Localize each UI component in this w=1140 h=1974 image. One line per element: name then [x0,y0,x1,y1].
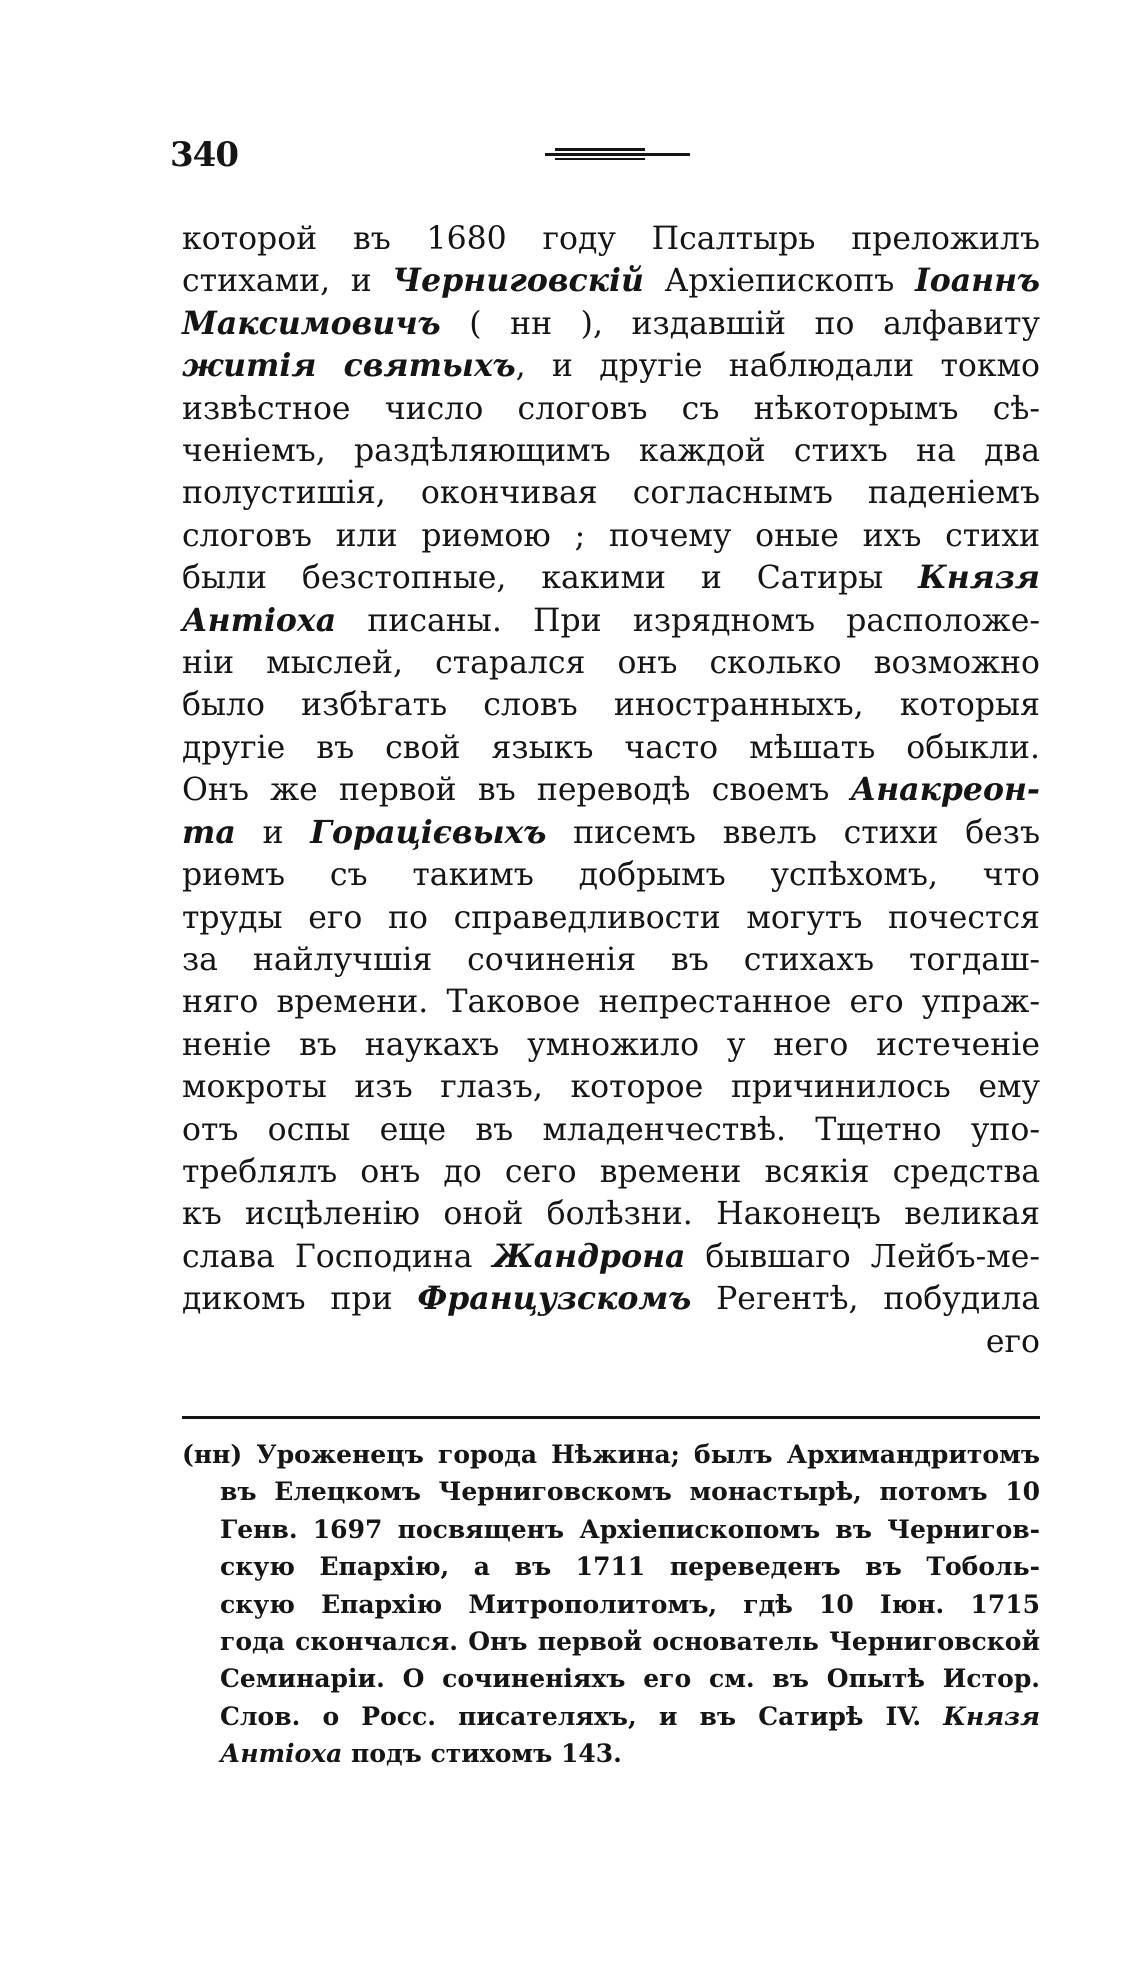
footnote-name-knyaz: Князя [943,1701,1040,1731]
main-text [182,218,1040,1363]
footnote-line-7: Семинаріи. О сочиненіяхъ его см. въ Опытѣ Истор. [220,1664,1040,1694]
title-zhitiya: житія святыхъ [182,347,516,385]
text-line-10: Антіоха писаны. При изрядномъ расположе- [182,601,1040,639]
name-frantsuzskom: Французскомъ [417,1280,692,1318]
name-antiokha: Антіоха [182,601,337,639]
text-line-16: риѳмъ съ такимъ добрымъ успѣхомъ, что [182,857,1040,894]
text-line-15: та и Горацієвыхъ писемъ ввелъ стихи безъ [182,813,1041,851]
text-line-14: Онъ же первой въ переводѣ своемъ Анакреон- [182,771,1041,809]
text-line-21: мокроты изъ глазъ, которое причинилось ему [182,1069,1040,1106]
text-line-18: за найлучшія сочиненія въ стихахъ тогдаш- [182,941,1040,978]
footnote-rule [182,1416,1040,1419]
footnote-line-5: скую Епархію Митрополитомъ, гдѣ 10 Іюн. 1715 [220,1589,1040,1619]
text-line-11: ніи мыслей, старался онъ сколько возможно [182,645,1040,682]
footnotes [182,1436,1040,1773]
name-maksimovich: Максимовичъ [182,304,441,342]
page-number: 340 [170,135,238,175]
text-line-5: извѣстное число слоговъ съ нѣкоторымъ сѣ- [182,390,1040,427]
footnote-line-9: Антіоха подъ стихомъ 143. [220,1739,622,1769]
footnote-line-2: въ Елецкомъ Черниговскомъ монастырѣ, потомъ 10 [220,1477,1040,1507]
footnote-line-8: Слов. о Росс. писателяхъ, и въ Сатирѣ IV. Князя [220,1701,1040,1731]
footnote-line-6: года скончался. Онъ первой основатель Черниговской [220,1627,1040,1657]
text-line-13: другіе въ свой языкъ часто мѣшать обыкли. [182,729,1040,766]
text-line-1: которой въ 1680 году Псалтырь преложилъ [182,221,1040,257]
catchword: его [985,1323,1040,1360]
text-line-22: отъ оспы еще въ младенчествѣ. Тщетно упо- [182,1111,1040,1148]
name-anakreon: Анакреон- [850,771,1041,809]
text-line-24: къ исцѣленію оной болѣзни. Наконецъ великая [182,1196,1040,1233]
footnote-line-4: скую Епархію, а въ 1711 переведенъ въ Тоболь- [220,1552,1040,1582]
text-line-8: слоговъ или риѳмою ; почему оные ихъ стихи [182,517,1040,554]
text-line-12: было избѣгать словъ иностранныхъ, которыя [182,687,1040,724]
text-line-19: няго времени. Таковое непрестанное его упраж- [182,984,1040,1021]
name-ioann: Іоаннъ [915,262,1040,300]
text-line-6: ченіемъ, раздѣляющимъ каждой стихъ на два [182,433,1040,470]
name-chernigov: Черниговскій [392,262,644,300]
name-zhandron: Жандрона [492,1237,686,1275]
name-goratsievykh: Горацієвыхъ [310,813,547,851]
name-knyaz: Князя [918,559,1040,597]
header-ornament-rule [545,148,690,160]
footnote-name-antiokha: Антіоха [220,1739,343,1769]
text-line-2: стихами, и Черниговскій Архіепископъ Іоаннъ [182,262,1040,300]
footnote-line-1: (нн) Уроженецъ города Нѣжина; былъ Архимандритомъ [182,1440,1040,1469]
text-line-17: труды его по справедливости могутъ почестся [182,899,1040,936]
text-line-23: треблялъ онъ до сего времени всякія средства [182,1153,1040,1190]
text-line-20: неніе въ наукахъ умножило у него истеченіе [182,1026,1040,1063]
text-line-4: житія святыхъ, и другіе наблюдали токмо [182,347,1040,385]
text-line-7: полустишія, окончивая согласнымъ паденіемъ [182,475,1040,512]
text-line-25: слава Господина Жандрона бывшаго Лейбъ-ме- [182,1237,1041,1275]
name-anakreon-cont: та [182,813,236,851]
text-line-26: дикомъ при Французскомъ Регентѣ, побудила [182,1280,1040,1318]
footnote-line-3: Генв. 1697 посвященъ Архіепископомъ въ Чернигов- [220,1514,1040,1544]
text-line-9: были безстопные, какими и Сатиры Князя [182,559,1040,597]
text-line-3: Максимовичъ ( нн ), издавшій по алфавиту [182,304,1040,342]
